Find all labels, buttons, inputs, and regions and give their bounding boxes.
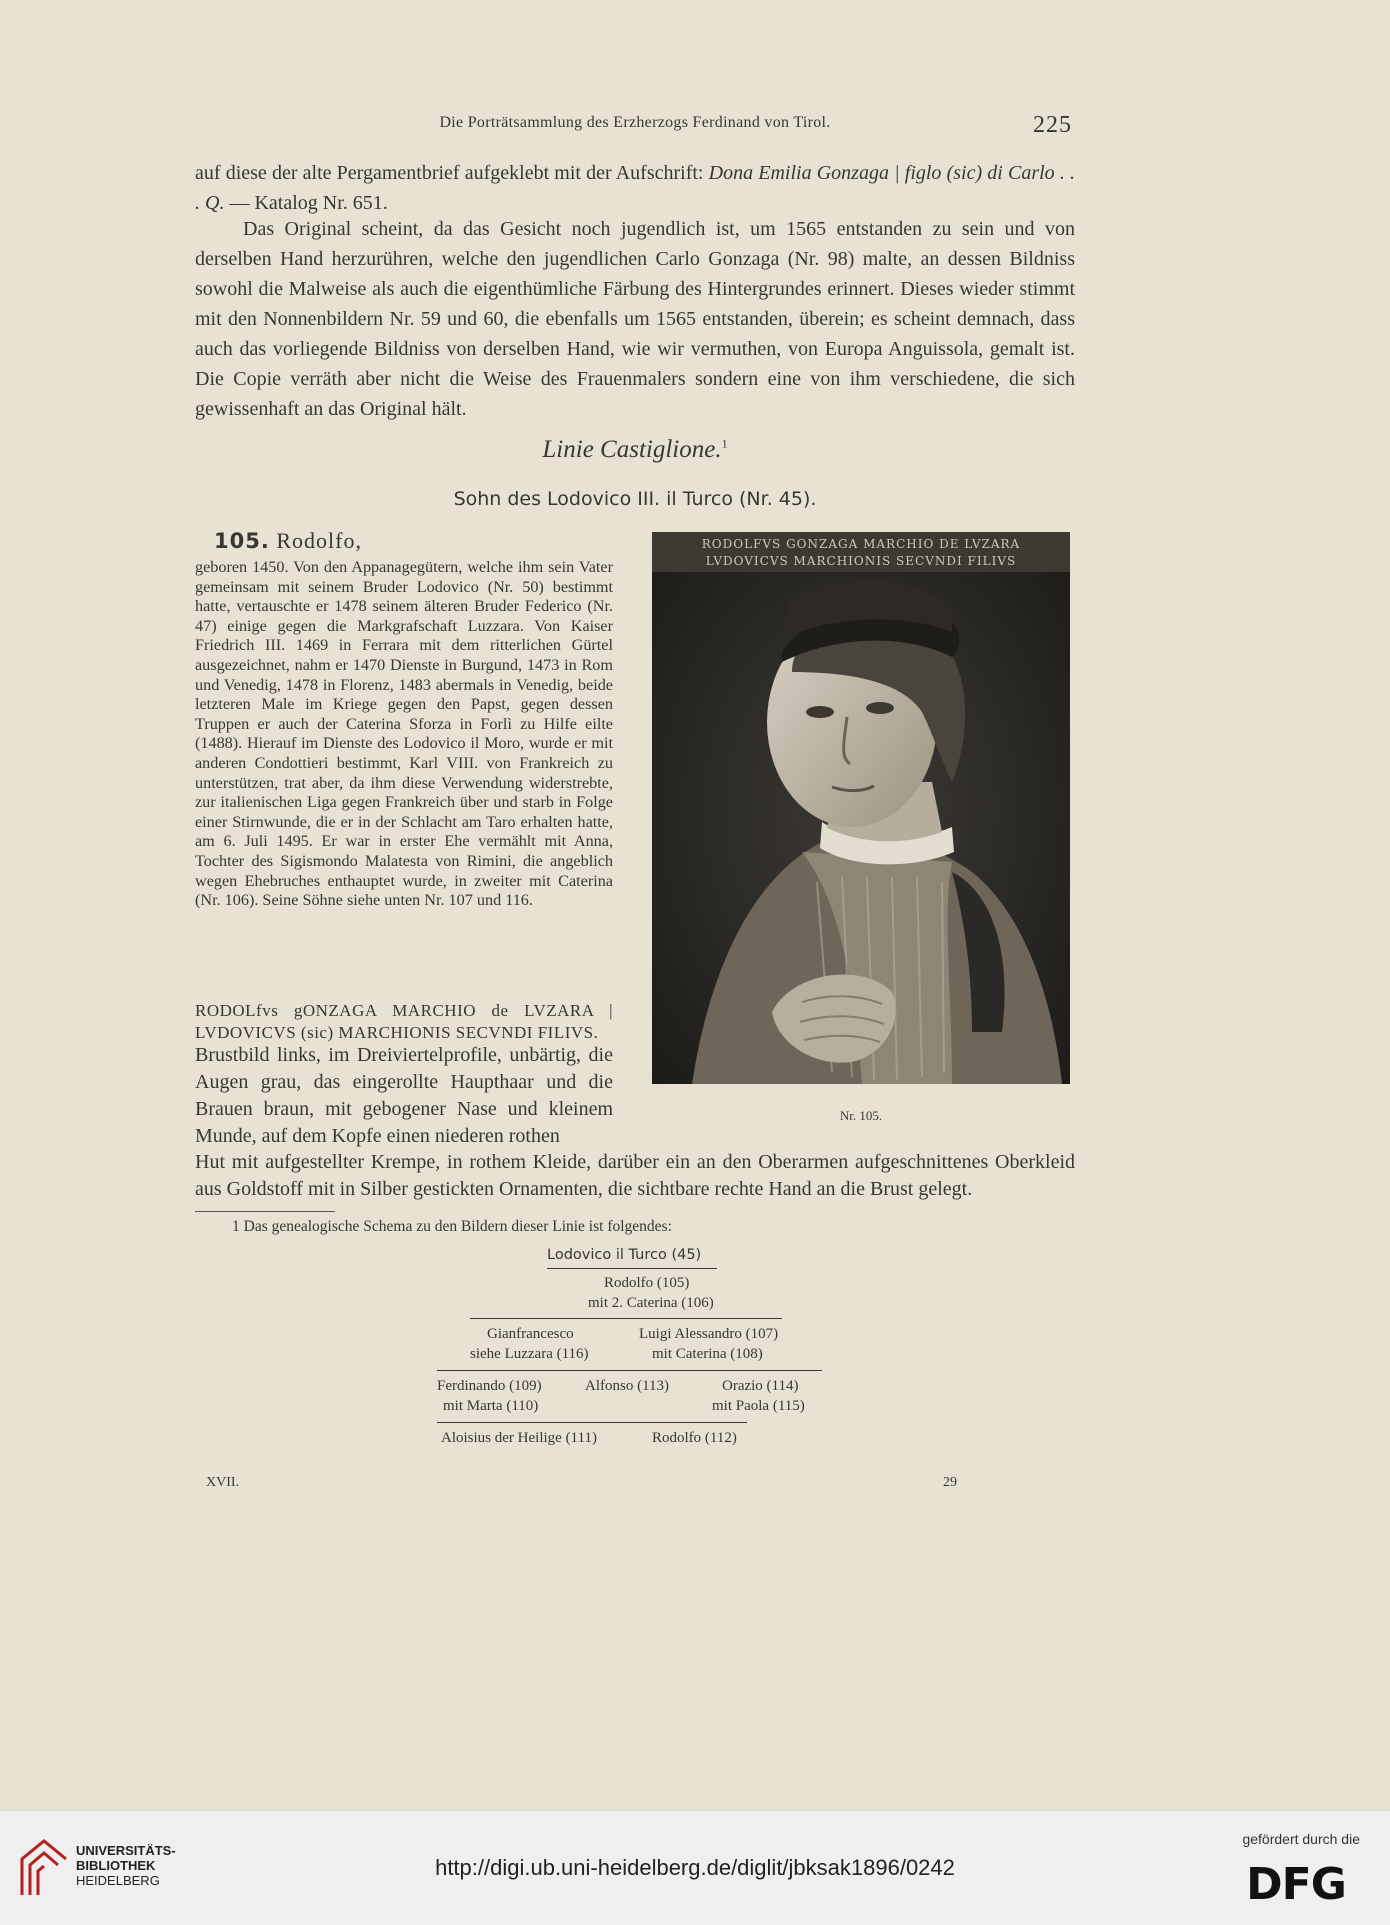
tree-gen3-3-name: Orazio (114) (722, 1378, 799, 1394)
funding-notice: gefördert durch die (1242, 1831, 1360, 1847)
tree-gen3-1-name: Ferdinando (109) (437, 1378, 542, 1394)
tree-root: Lodovico il Turco (45) (547, 1247, 702, 1263)
intro-paragraph-1 (195, 158, 1075, 218)
section-subheading: Sohn des Lodovico III. il Turco (Nr. 45). (453, 488, 817, 510)
tree-gen1-spouse: mit 2. Caterina (106) (588, 1295, 714, 1311)
tree-line (437, 1370, 822, 1371)
entry-description-part2: Hut mit aufgestellter Krempe, in rothem Kleide, darüber ein an den Oberarmen aufgeschnittenes Oberkleid aus Goldstoff mit in Silber gestickten Ornamenten, die sichtbare rechte Hand an die Brust gelegt. (195, 1151, 1075, 1200)
running-title: Die Porträtsammlung des Erzherzogs Ferdinand von Tirol. (439, 114, 831, 131)
entry-name: Rodolfo, (276, 528, 362, 553)
tree-gen3-2-name: Alfonso (113) (585, 1378, 670, 1394)
intro-text-pre: auf diese der alte Pergamentbrief aufgeklebt mit der Aufschrift: (195, 162, 709, 184)
sheet-number: 29 (943, 1475, 957, 1490)
library-name-line1: UNIVERSITÄTS- (76, 1843, 176, 1858)
tree-gen1-name: Rodolfo (105) (604, 1275, 690, 1291)
library-name-line2: BIBLIOTHEK (76, 1858, 156, 1873)
library-banner (0, 1810, 1390, 1925)
intro-italic-inscription: Dona Emilia Gonzaga | figlo (sic) di Carlo . . . Q. (195, 162, 1075, 214)
tree-gen2-right-name: Luigi Alessandro (107) (639, 1326, 779, 1342)
entry-biography: geboren 1450. Von den Appanagegütern, welche ihm sein Vater gemeinsam mit seinem Bruder Lodovico (Nr. 50) bestimmt hatte, vertauschte er 1478 seinem älteren Bruder Federico (Nr. 47) einige gegen die Markgrafschaft Luzzara. Von Kaiser Friedrich III. 1469 in Ferrara mit dem ritterlichen Gürtel ausgezeichnet, nahm er 1470 Dienste in Burgund, 1473 in Rom und Venedig, 1478 in Florenz, 1483 abermals in Venedig, beide letzteren Male im Kriege gegen den Papst, gegen dessen Truppen er auch der Caterina Sforza in Forlì zu Hilfe eilte (1488). Hierauf im Dienste des Lodovico il Moro, wurde er mit anderen Condottieri bestimmt, Karl VIII. von Frankreich zu unterstützen, trat aber, da ihm diese Verwendung widerstrebte, zur italienischen Liga gegen Frankreich über und starb in Folge einer Stirnwunde, die er in der Schlacht am Taro erhalten hatte, am 6. Juli 1495. Er war in erster Ehe vermählt mit Anna, Tochter des Sigismondo Malatesta von Rimini, die angeblich wegen Ehebruches enthauptet wurde, in zweiter mit Caterina (Nr. 106). Seine Söhne siehe unten Nr. 107 und 116. (195, 558, 613, 910)
tree-gen3-3-spouse: mit Paola (115) (712, 1398, 805, 1414)
painting-inscription-2: LVDOVICVS MARCHIONIS SECVNDI FILIVS (705, 554, 1017, 568)
signature-mark: XVII. (206, 1475, 240, 1490)
tree-gen4-2-name: Rodolfo (112) (652, 1430, 737, 1446)
section-heading (195, 436, 1075, 464)
tree-gen4-1-name: Aloisius der Heilige (111) (441, 1430, 597, 1446)
portrait-image (652, 532, 1070, 1084)
library-name-line3: HEIDELBERG (76, 1873, 160, 1888)
dfg-logo-text: DFG (1246, 1859, 1346, 1905)
tree-gen2-right-spouse: mit Caterina (108) (652, 1346, 763, 1362)
entry-title (214, 528, 362, 554)
painting-inscription-1: RODOLFVS GONZAGA MARCHIO DE LVZARA (701, 537, 1021, 551)
footnote-rule (195, 1211, 335, 1212)
tree-gen2-left-note: siehe Luzzara (116) (470, 1346, 589, 1362)
dfg-logo-icon[interactable] (1232, 1857, 1360, 1905)
footnote-text: 1 Das genealogische Schema zu den Bildern dieser Linie ist folgendes: (232, 1218, 672, 1235)
page-number: 225 (1033, 112, 1072, 138)
tree-gen3-1-spouse: mit Marta (110) (443, 1398, 539, 1414)
document-url-link[interactable]: http://digi.ub.uni-heidelberg.de/diglit/jbksak1896/0242 (435, 1855, 955, 1880)
footnote-mark: 1 (721, 436, 728, 451)
section-heading-text: Linie Castiglione. (542, 436, 722, 463)
figure-caption: Nr. 105. (839, 1108, 883, 1123)
tree-line (470, 1318, 782, 1319)
intro-text-post: — Katalog Nr. 651. (224, 192, 388, 214)
entry-description-part1: Brustbild links, im Dreiviertelprofile, unbärtig, die Augen grau, das eingerollte Haupthaar und die Brauen braun, mit gebogener Nase und kleinem Munde, auf dem Kopfe einen niederen rothen (195, 1044, 613, 1147)
tree-line (437, 1422, 747, 1423)
tree-line (547, 1268, 717, 1269)
tree-gen2-left-name: Gianfrancesco (487, 1326, 574, 1342)
entry-number: 105. (214, 529, 270, 553)
intro-paragraph-2: Das Original scheint, da das Gesicht noch jugendlich ist, um 1565 entstanden zu sein und von derselben Hand herzurühren, welche den jugendlichen Carlo Gonzaga (Nr. 98) malte, an dessen Bildniss sowohl die Malweise als auch die eigenthümliche Färbung des Hintergrundes erinnert. Dieses wieder stimmt mit den Nonnenbildern Nr. 59 und 60, die ebenfalls um 1565 entstanden, überein; es scheint demnach, dass auch das vorliegende Bildniss von derselben Hand, wie wir vermuthen, von Europa Anguissola, gemalt ist. Die Copie verräth aber nicht die Weise des Frauenmalers sondern eine von ihm verschiedene, die sich gewissenhaft an das Original hält. (195, 218, 1075, 420)
entry-inscription: RODOLfvs gONZAGA MARCHIO de LVZARA | LVDOVICVS (sic) MARCHIONIS SECVNDI FILIVS. (195, 1001, 613, 1042)
